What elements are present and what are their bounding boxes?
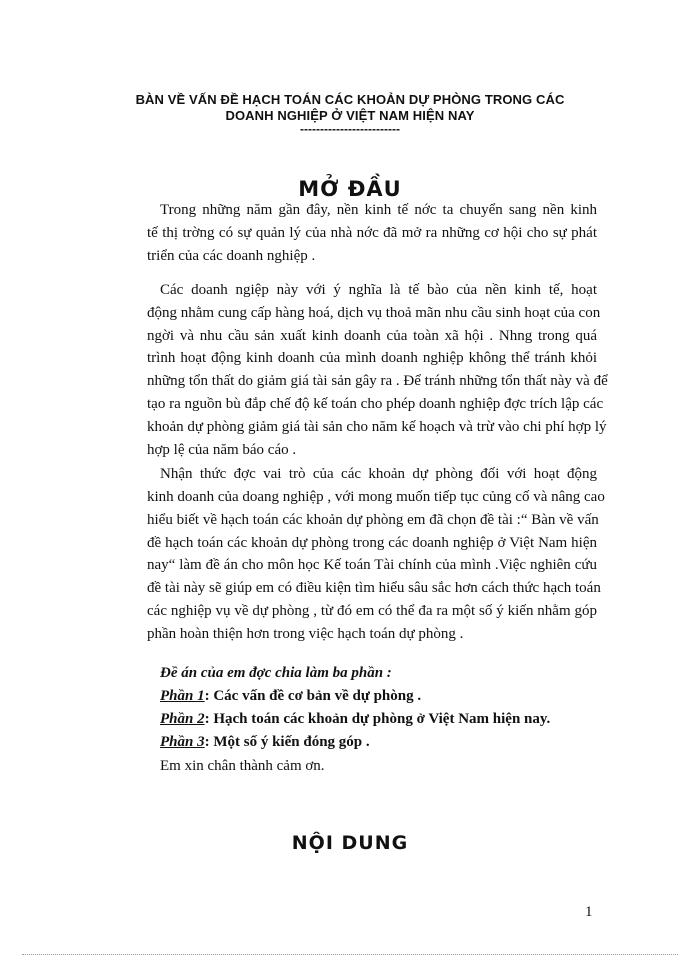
outline-part-label: Phần 3: [160, 734, 205, 750]
outline-part-label: Phần 2: [160, 711, 205, 727]
paragraph-3-line: nay“ làm đề án cho môn học Kế toán Tài chính của mình .Việc nghiên cứu: [147, 557, 597, 573]
outline-part-1: [160, 687, 421, 705]
document-title-line-1: BÀN VỀ VẤN ĐỀ HẠCH TOÁN CÁC KHOẢN DỰ PHÒNG TRONG CÁC: [135, 92, 565, 107]
paragraph-2-line: tạo ra nguồn bù đắp chế độ kế toán cho phép doanh nghiệp đợc trích lập các: [147, 396, 604, 412]
paragraph-3-line: đề hạch toán các khoản dự phòng trong các doanh nghiệp ở Việt Nam hiện: [147, 535, 597, 551]
paragraph-3-line: Nhận thức đợc vai trò của các khoản dự phòng đối với hoạt động: [160, 466, 597, 482]
paragraph-3-line: hiểu biết về hạch toán các khoản dự phòng em đã chọn đề tài :“ Bàn về vấn: [147, 512, 599, 528]
closing-thanks: Em xin chân thành cảm ơn.: [160, 758, 325, 774]
paragraph-2-line: trình hoạt động kinh doanh của mình doanh nghiệp không thể tránh khỏi: [147, 350, 597, 366]
body-heading: NỘI DUNG: [291, 832, 409, 854]
outline-part-text: : Một số ý kiến đóng góp .: [204, 734, 370, 750]
outline-part-text: : Các vấn đề cơ bản về dự phòng .: [204, 688, 422, 704]
paragraph-2-line: hợp lệ của năm báo cáo .: [147, 442, 297, 458]
paragraph-3-line: kinh doanh của doang nghiệp , với mong muốn tiếp tục củng cố và nâng cao: [147, 489, 605, 505]
outline-part-label: Phần 1: [160, 688, 205, 704]
paragraph-1-line: Trong những năm gần đây, nền kinh tế nớc ta chuyển sang nền kinh: [160, 202, 597, 218]
outline-part-2: [160, 710, 550, 728]
paragraph-1-line: triển của các doanh nghiệp .: [147, 248, 316, 264]
page-number: 1: [585, 904, 593, 920]
paragraph-2-line: động nhằm cung cấp hàng hoá, dịch vụ thoả mãn nhu cầu sinh hoạt của con: [147, 305, 601, 321]
document-title-line-2: DOANH NGHIỆP Ở VIỆT NAM HIỆN NAY: [225, 108, 475, 123]
paragraph-2-line: những tổn thất do giảm giá tài sản gây ra . Để tránh những tổn thất này và để: [147, 373, 608, 389]
paragraph-2-line: Các doanh ngiệp này với ý nghĩa là tế bào của nền kinh tế, hoạt: [160, 282, 597, 298]
title-separator: -------------------------: [300, 122, 400, 136]
intro-heading: MỞ ĐẦU: [298, 177, 402, 201]
paragraph-3-line: các nghiệp vụ về dự phòng , từ đó em có thể đa ra một số ý kiến nhằm góp: [147, 603, 597, 619]
paragraph-2-line: khoản dự phòng giảm giá tài sản cho năm kế hoạch và trừ vào chi phí hợp lý: [147, 419, 607, 435]
footer-divider: [22, 954, 678, 955]
paragraph-3-line: đề tài này sẽ giúp em có điều kiện tìm hiểu sâu sắc hơn cách thức hạch toán: [147, 580, 601, 596]
paragraph-1-line: tế thị trờng có sự quản lý của nhà nớc đã mở ra những cơ hội cho sự phát: [147, 225, 597, 241]
outline-part-text: : Hạch toán các khoản dự phòng ở Việt Nam hiện nay.: [204, 711, 551, 727]
paragraph-2-line: ngời và nhu cầu sản xuất kinh doanh của toàn xã hội . Nhng trong quá: [147, 328, 597, 344]
outline-part-3: [160, 733, 370, 751]
paragraph-3-line: phần hoàn thiện hơn trong việc hạch toán dự phòng .: [147, 626, 464, 642]
outline-intro: Đề án của em đợc chia làm ba phần :: [160, 665, 392, 681]
